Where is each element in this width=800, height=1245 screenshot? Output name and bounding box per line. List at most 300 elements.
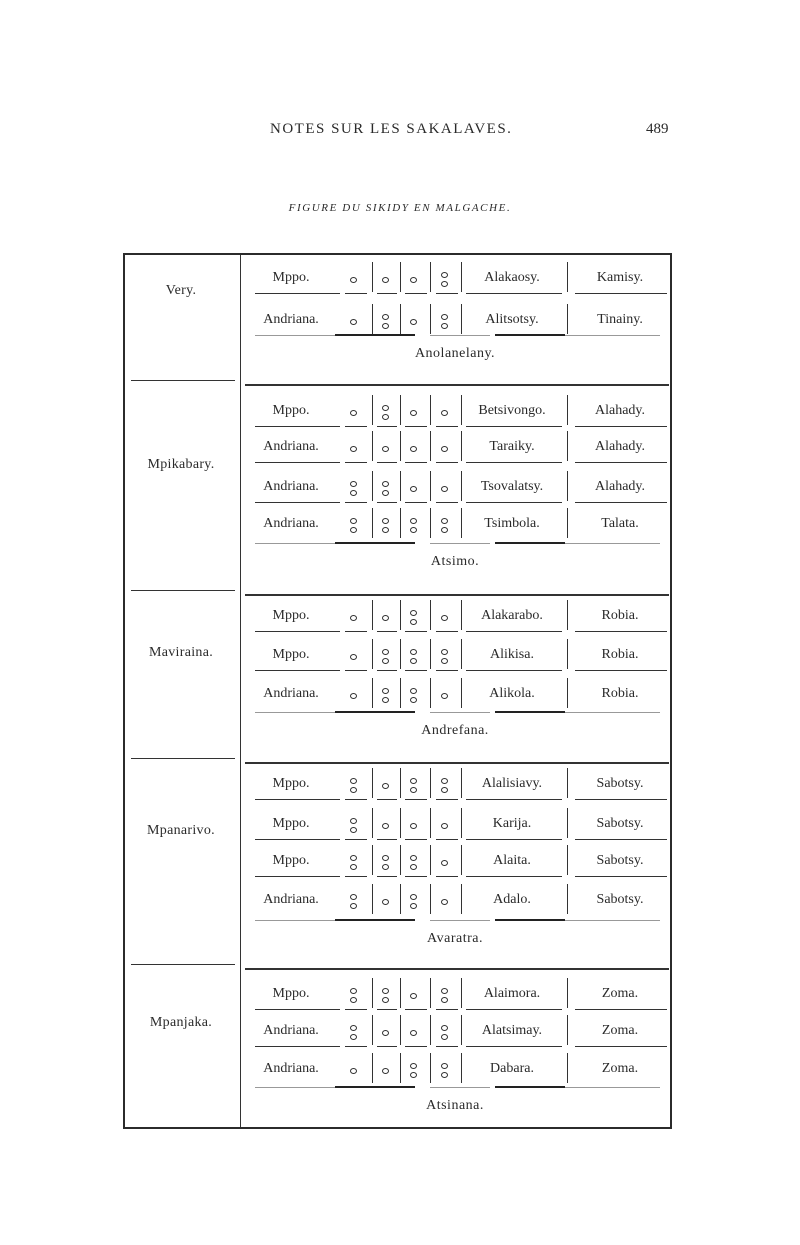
row-rule [575,1009,667,1010]
row-rule [405,502,427,503]
sikidy-mark [403,646,425,666]
cell-divider [430,768,431,798]
sikidy-mark [403,985,425,1005]
row-rule [436,462,458,463]
day-name: Alahady. [594,439,646,454]
double-dot-icon [382,658,389,664]
cell-divider [372,471,373,501]
cell-divider [400,304,401,334]
sikidy-mark [375,852,397,872]
cell-divider [400,639,401,669]
row-rule [436,1046,458,1047]
row-rule [377,839,397,840]
cell-divider [372,600,373,630]
row-rule [575,426,667,427]
single-dot-icon [441,446,448,452]
day-name: Robia. [601,608,639,623]
sikidy-mark [403,607,425,627]
double-dot-icon [410,518,417,524]
row-rule [345,670,367,671]
cell-divider [372,845,373,875]
row-rule [345,1046,367,1047]
sikidy-mark [434,685,456,705]
row-rule [575,876,667,877]
sikidy-mark [434,515,456,535]
row-rule [255,876,340,877]
section-label-rule [131,758,235,759]
cell-divider [430,508,431,538]
row-label: Andriana. [263,516,319,531]
single-dot-icon [410,823,417,829]
double-dot-icon [350,1025,357,1031]
row-rule [377,462,397,463]
day-name: Kamisy. [596,270,644,285]
row-rule [255,799,340,800]
cell-divider [430,471,431,501]
ornament-stroke [565,920,660,921]
cell-divider [400,768,401,798]
double-dot-icon [410,649,417,655]
sikidy-mark [434,985,456,1005]
sikidy-mark [434,269,456,289]
single-dot-icon [441,486,448,492]
cell-divider [430,600,431,630]
single-dot-icon [441,899,448,905]
row-rule [377,1046,397,1047]
direction-label: Andrefana. [421,723,489,738]
ornament-rule [245,1084,665,1090]
double-dot-icon [350,481,357,487]
row-rule [466,1009,562,1010]
cell-divider [430,395,431,425]
figure-name: Dabara. [490,1061,534,1076]
row-rule [345,631,367,632]
row-label: Mppo. [272,816,310,831]
ornament-stroke [335,1086,415,1088]
row-label: Mppo. [272,647,310,662]
double-dot-icon [410,527,417,533]
row-rule [255,1009,340,1010]
row-label: Andriana. [263,1023,319,1038]
single-dot-icon [382,277,389,283]
double-dot-icon [410,864,417,870]
double-dot-icon [382,481,389,487]
sikidy-mark [375,311,397,331]
single-dot-icon [350,1068,357,1074]
day-name: Talata. [601,516,639,531]
cell-divider [567,978,568,1008]
double-dot-icon [441,1034,448,1040]
row-rule [345,462,367,463]
cell-divider [567,431,568,461]
row-rule [345,1009,367,1010]
sikidy-mark [375,646,397,666]
row-rule [405,293,427,294]
double-dot-icon [441,988,448,994]
sikidy-mark [343,1022,365,1042]
double-dot-icon [441,1025,448,1031]
ornament-stroke [430,920,490,921]
double-dot-icon [410,778,417,784]
double-dot-icon [441,787,448,793]
double-dot-icon [350,490,357,496]
sikidy-mark [434,607,456,627]
sikidy-mark [343,985,365,1005]
sikidy-mark [375,515,397,535]
figure-name: Tsimbola. [484,516,540,531]
sikidy-mark [375,1060,397,1080]
double-dot-icon [410,894,417,900]
sikidy-mark [403,269,425,289]
row-label: Mppo. [272,403,310,418]
sikidy-mark [403,1060,425,1080]
ornament-stroke [495,919,565,921]
ornament-rule [245,332,665,338]
row-rule [436,799,458,800]
sikidy-mark [403,478,425,498]
double-dot-icon [382,414,389,420]
double-dot-icon [410,658,417,664]
row-rule [377,1009,397,1010]
sikidy-mark [343,438,365,458]
ornament-stroke [430,1087,490,1088]
row-rule [575,502,667,503]
sikidy-mark [434,852,456,872]
cell-divider [567,1015,568,1045]
day-name: Alahady. [594,479,646,494]
figure-name: Alaita. [493,853,531,868]
double-dot-icon [441,778,448,784]
cell-divider [430,808,431,838]
ornament-rule [245,709,665,715]
single-dot-icon [410,486,417,492]
cell-divider [400,1053,401,1083]
double-dot-icon [382,314,389,320]
row-rule [436,1009,458,1010]
sikidy-mark [343,775,365,795]
double-dot-icon [410,1063,417,1069]
row-label: Mppo. [272,986,310,1001]
double-dot-icon [410,855,417,861]
cell-divider [400,678,401,708]
cell-divider [567,395,568,425]
row-rule [466,876,562,877]
single-dot-icon [441,693,448,699]
cell-divider [372,884,373,914]
sikidy-mark [434,1060,456,1080]
sikidy-mark [403,1022,425,1042]
double-dot-icon [350,778,357,784]
ornament-stroke [495,542,565,544]
row-rule [405,426,427,427]
double-dot-icon [382,688,389,694]
sikidy-mark [375,402,397,422]
direction-label: Atsinana. [426,1098,484,1113]
double-dot-icon [382,527,389,533]
cell-divider [400,978,401,1008]
row-rule [466,293,562,294]
running-head: NOTES SUR LES SAKALAVES. [270,121,513,137]
row-rule [377,502,397,503]
sikidy-mark [343,685,365,705]
cell-divider [372,262,373,292]
row-rule [255,839,340,840]
ornament-stroke [565,1087,660,1088]
day-name: Alahady. [594,403,646,418]
ornament-stroke [565,335,660,336]
double-dot-icon [350,818,357,824]
day-name: Sabotsy. [596,892,644,907]
double-dot-icon [350,988,357,994]
double-dot-icon [350,518,357,524]
ornament-rule [245,917,665,923]
row-rule [345,502,367,503]
row-rule [255,502,340,503]
row-rule [405,1009,427,1010]
row-rule [405,876,427,877]
row-rule [436,839,458,840]
double-dot-icon [441,281,448,287]
row-rule [255,670,340,671]
row-label: Mppo. [272,270,310,285]
cell-divider [400,808,401,838]
row-label: Mppo. [272,776,310,791]
section-rule [245,968,669,970]
single-dot-icon [350,277,357,283]
cell-divider [372,808,373,838]
section-label: Mpikabary. [147,457,215,472]
ornament-rule [245,540,665,546]
sikidy-mark [343,478,365,498]
sikidy-mark [403,402,425,422]
double-dot-icon [350,855,357,861]
cell-divider [567,768,568,798]
section-rule [245,762,669,764]
single-dot-icon [350,446,357,452]
double-dot-icon [410,903,417,909]
figure-title: FIGURE DU SIKIDY EN MALGACHE. [288,202,512,214]
double-dot-icon [441,527,448,533]
cell-divider [567,1053,568,1083]
sikidy-mark [403,775,425,795]
cell-divider [372,508,373,538]
double-dot-icon [382,855,389,861]
row-rule [466,1046,562,1047]
row-rule [345,876,367,877]
single-dot-icon [350,615,357,621]
single-dot-icon [350,319,357,325]
column-separator [240,255,241,1127]
single-dot-icon [382,823,389,829]
double-dot-icon [441,1072,448,1078]
figure-name: Alitsotsy. [485,312,539,327]
sikidy-mark [343,891,365,911]
sikidy-mark [375,478,397,498]
cell-divider [430,1053,431,1083]
sikidy-mark [343,815,365,835]
cell-divider [567,471,568,501]
double-dot-icon [441,314,448,320]
cell-divider [372,1015,373,1045]
cell-divider [400,431,401,461]
row-label: Andriana. [263,479,319,494]
sikidy-mark [375,1022,397,1042]
day-name: Robia. [601,686,639,701]
figure-name: Taraiky. [489,439,535,454]
row-rule [466,631,562,632]
cell-divider [372,431,373,461]
ornament-stroke [335,919,415,921]
cell-divider [430,262,431,292]
single-dot-icon [350,654,357,660]
sikidy-mark [375,269,397,289]
section-label: Maviraina. [148,645,214,660]
figure-name: Adalo. [493,892,531,907]
cell-divider [400,884,401,914]
double-dot-icon [441,1063,448,1069]
row-rule [575,631,667,632]
sikidy-mark [375,775,397,795]
day-name: Zoma. [601,986,639,1001]
single-dot-icon [441,410,448,416]
sikidy-mark [403,685,425,705]
sikidy-mark [375,985,397,1005]
double-dot-icon [350,527,357,533]
section-label: Mpanjaka. [149,1015,213,1030]
sikidy-mark [434,402,456,422]
double-dot-icon [410,688,417,694]
row-rule [436,502,458,503]
row-label: Andriana. [263,892,319,907]
sikidy-mark [434,815,456,835]
double-dot-icon [350,997,357,1003]
sikidy-mark [403,515,425,535]
cell-divider [430,1015,431,1045]
ornament-stroke [565,712,660,713]
double-dot-icon [382,490,389,496]
single-dot-icon [441,823,448,829]
sikidy-mark [343,269,365,289]
row-rule [405,1046,427,1047]
cell-divider [400,1015,401,1045]
single-dot-icon [410,410,417,416]
section-label-rule [131,380,235,381]
cell-divider [372,395,373,425]
row-rule [405,670,427,671]
direction-label: Anolanelany. [414,346,496,361]
single-dot-icon [382,899,389,905]
double-dot-icon [350,894,357,900]
row-rule [436,426,458,427]
row-rule [377,799,397,800]
sikidy-mark [434,438,456,458]
row-rule [575,1046,667,1047]
double-dot-icon [382,518,389,524]
single-dot-icon [441,860,448,866]
sikidy-mark [375,891,397,911]
sikidy-mark [343,607,365,627]
single-dot-icon [382,1068,389,1074]
row-rule [405,799,427,800]
row-rule [377,293,397,294]
sikidy-mark [343,646,365,666]
ornament-stroke [495,334,565,336]
single-dot-icon [350,693,357,699]
row-rule [377,876,397,877]
row-rule [255,631,340,632]
cell-divider [372,304,373,334]
double-dot-icon [441,323,448,329]
page-number: 489 [646,121,669,137]
cell-divider [400,600,401,630]
sikidy-mark [434,1022,456,1042]
row-rule [436,876,458,877]
row-rule [466,426,562,427]
sikidy-mark [343,852,365,872]
cell-divider [567,678,568,708]
section-label: Very. [165,283,197,298]
double-dot-icon [382,997,389,1003]
cell-divider [430,431,431,461]
figure-name: Alikisa. [490,647,534,662]
row-rule [405,631,427,632]
double-dot-icon [382,405,389,411]
day-name: Zoma. [601,1061,639,1076]
double-dot-icon [350,903,357,909]
cell-divider [430,884,431,914]
row-rule [575,839,667,840]
row-rule [436,293,458,294]
row-rule [436,631,458,632]
sikidy-mark [343,311,365,331]
row-rule [255,1046,340,1047]
day-name: Zoma. [601,1023,639,1038]
sikidy-mark [375,685,397,705]
row-rule [466,799,562,800]
cell-divider [567,600,568,630]
row-label: Andriana. [263,439,319,454]
row-rule [466,839,562,840]
double-dot-icon [410,787,417,793]
row-label: Andriana. [263,1061,319,1076]
row-label: Andriana. [263,686,319,701]
row-rule [345,426,367,427]
ornament-stroke [335,334,415,336]
single-dot-icon [382,615,389,621]
sikidy-mark [375,815,397,835]
day-name: Sabotsy. [596,776,644,791]
cell-divider [430,978,431,1008]
double-dot-icon [410,1072,417,1078]
row-label: Andriana. [263,312,319,327]
row-rule [345,799,367,800]
single-dot-icon [350,410,357,416]
section-label-rule [131,590,235,591]
row-rule [345,293,367,294]
cell-divider [567,639,568,669]
row-rule [255,462,340,463]
sikidy-mark [403,438,425,458]
cell-divider [430,678,431,708]
row-rule [575,670,667,671]
day-name: Sabotsy. [596,816,644,831]
cell-divider [372,639,373,669]
figure-name: Tsovalatsy. [480,479,544,494]
sikidy-mark [343,515,365,535]
section-label: Mpanarivo. [147,823,215,838]
figure-name: Alikola. [489,686,535,701]
figure-name: Alatsimay. [481,1023,543,1038]
